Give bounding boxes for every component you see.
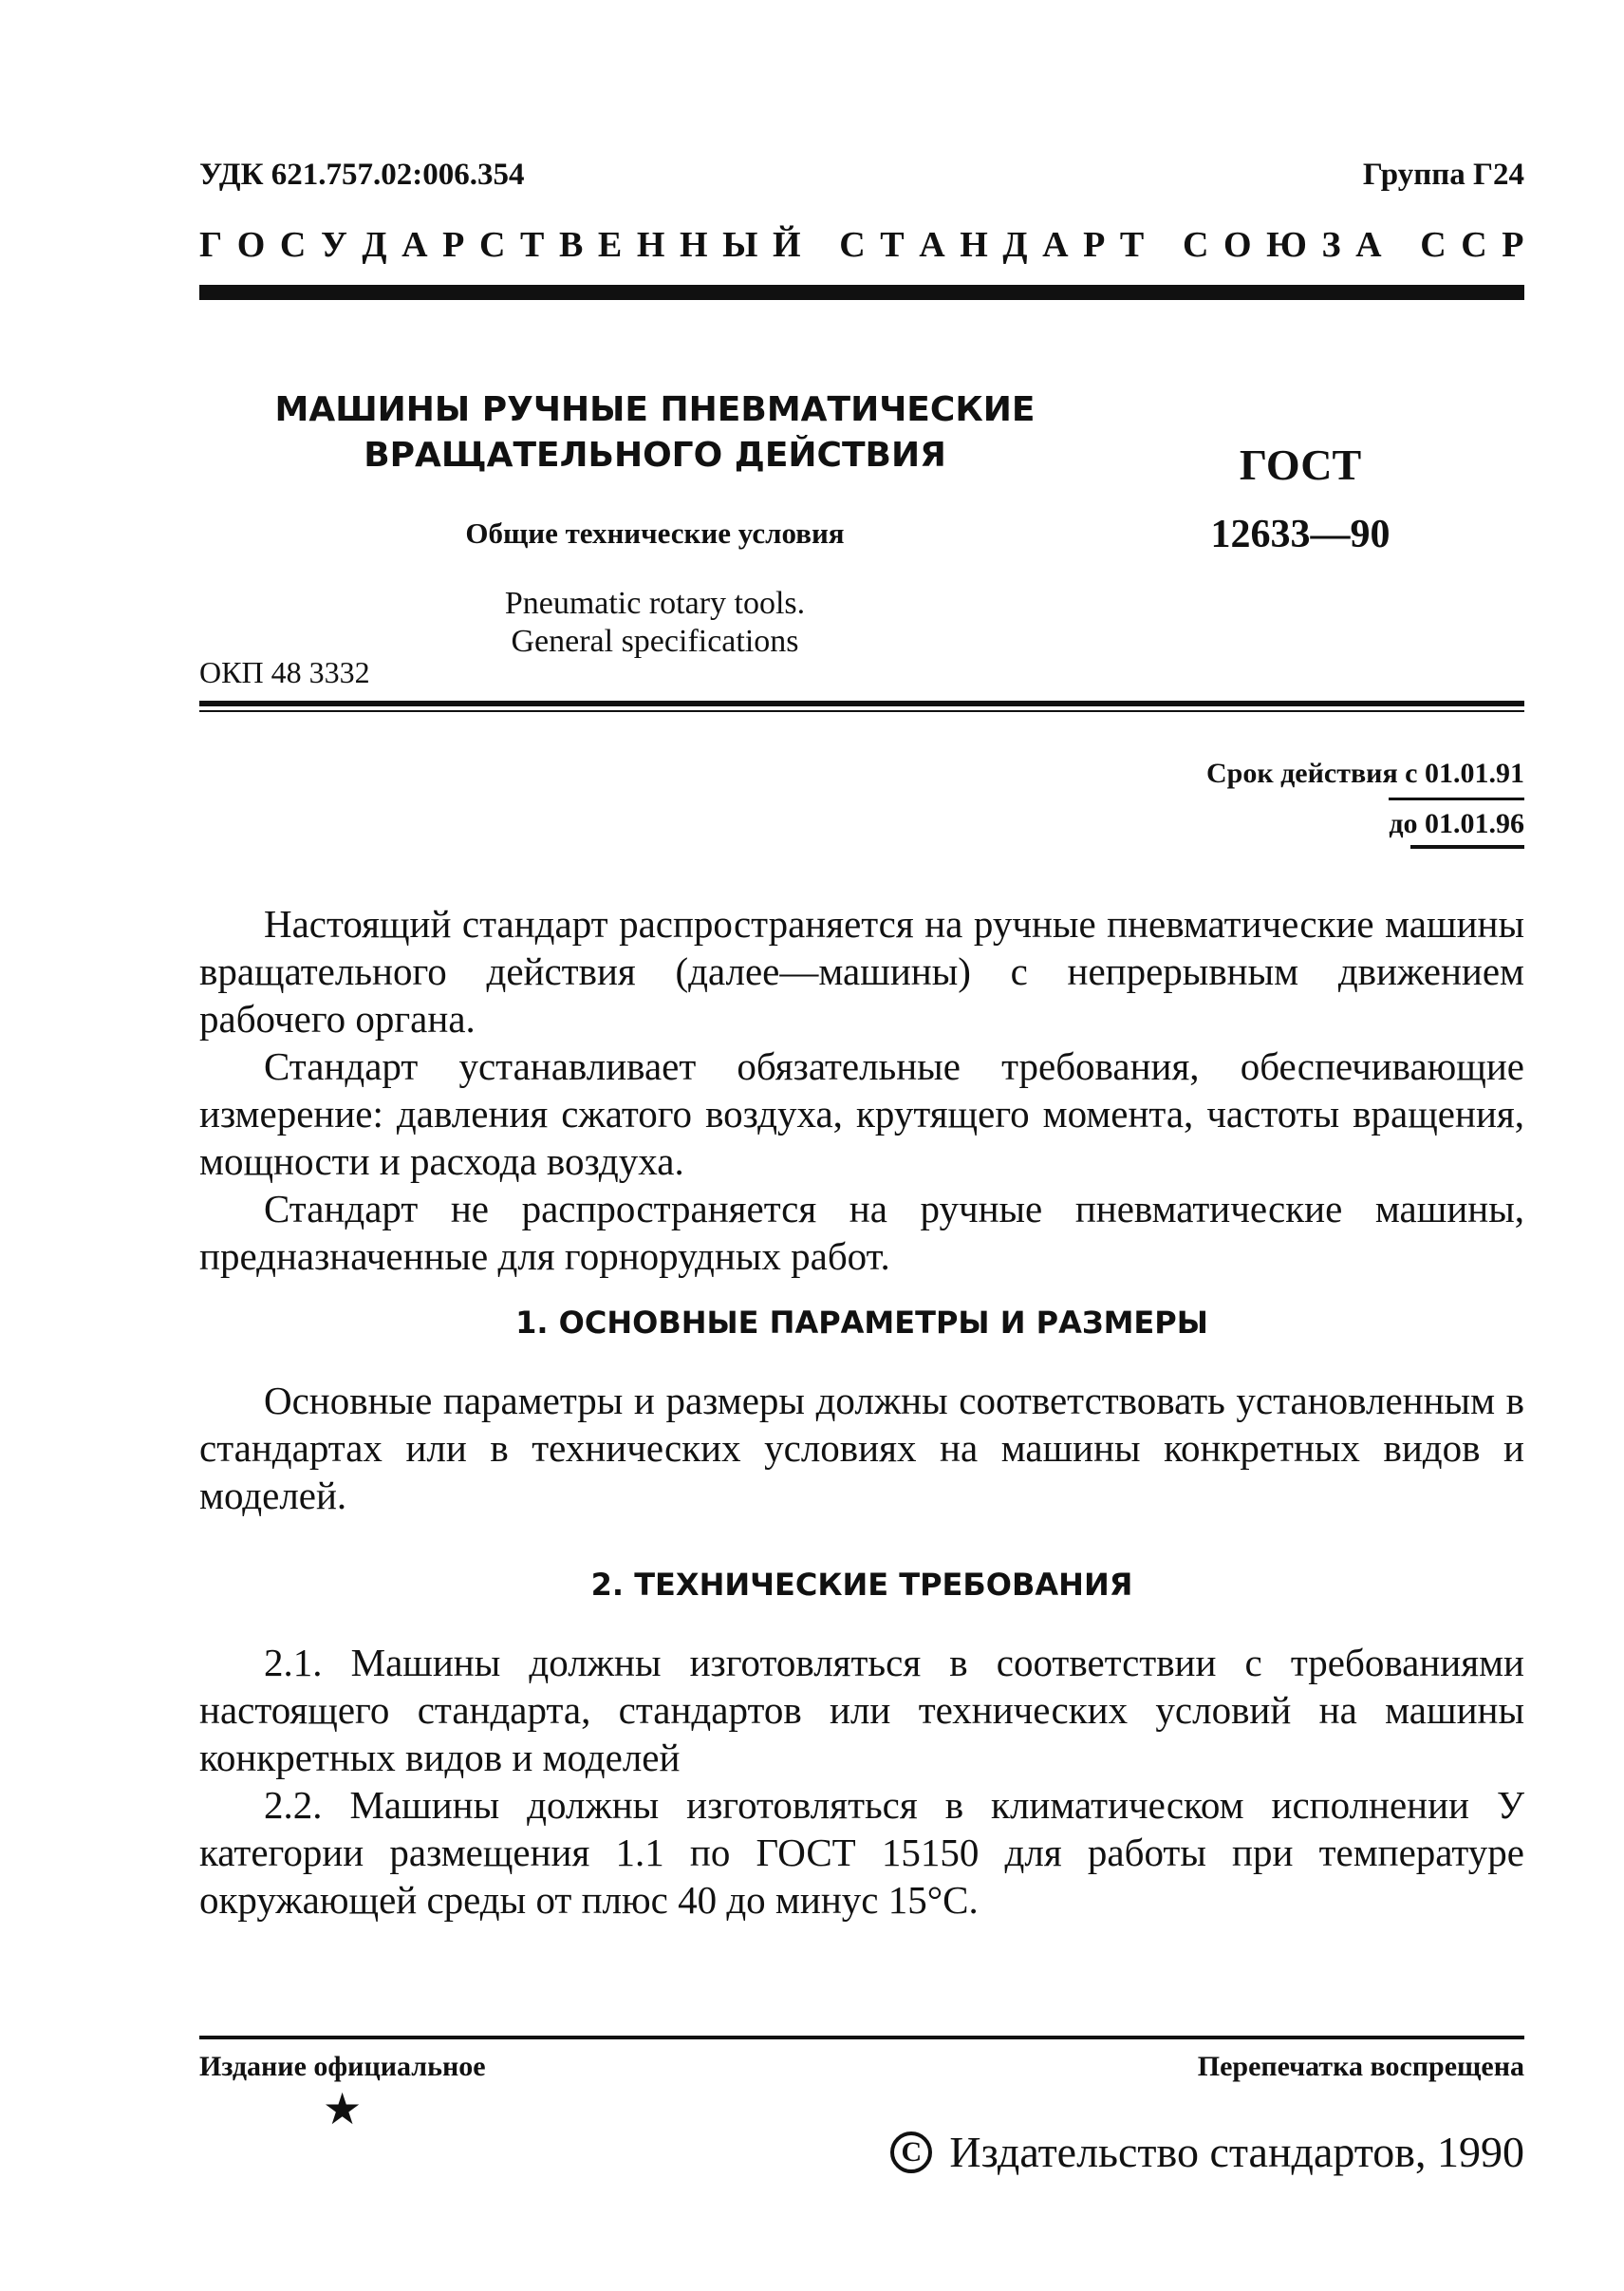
banner-letter: А: [1355, 225, 1382, 265]
reprint-prohibited: Перепечатка воспрещена: [1197, 2051, 1524, 2082]
section-1-heading: 1. ОСНОВНЫЕ ПАРАМЕТРЫ И РАЗМЕРЫ: [515, 1305, 1208, 1341]
gost-block: [1148, 437, 1452, 558]
intro-paragraph-3: Стандарт не распространяется на ручные пневматические машины, предназначенные для горнорудных работ.: [199, 1187, 1524, 1278]
section-2-heading: 2. ТЕХНИЧЕСКИЕ ТРЕБОВАНИЯ: [590, 1567, 1133, 1603]
clause-2-1: 2.1. Машины должны изготовляться в соответствии с требованиями настоящего стандарта, стандартов или технических условий на машины конкретных видов и моделей: [199, 1641, 1524, 1779]
banner-letter: О: [1223, 225, 1252, 265]
banner-letter: А: [1042, 225, 1069, 265]
title-rule: [199, 701, 1524, 706]
banner-letter: Т: [1119, 225, 1145, 265]
udc-code: УДК 621.757.02:006.354: [199, 158, 525, 192]
banner-letter: Н: [636, 225, 665, 265]
section-1-text: Основные параметры и размеры должны соответствовать установленным в стандартах или в технических условиях на машины конкретных видов и моделей.: [199, 1379, 1524, 1517]
banner-letter: С: [1461, 225, 1487, 265]
banner-letter: А: [919, 225, 945, 265]
english-title: [199, 585, 1111, 661]
intro-paragraph-2: Стандарт устанавливает обязательные требования, обеспечивающие измерение: давления сжатого воздуха, крутящего момента, частоты вращения, мощности и расхода воздуха.: [199, 1044, 1524, 1183]
copyright-icon: C: [890, 2131, 932, 2173]
banner-letter: С: [1420, 225, 1447, 265]
banner-letter: С: [279, 225, 307, 265]
clause-2-2: 2.2. Машины должны изготовляться в климатическом исполнении У категории размещения 1.1 по ГОСТ 15150 для работы при температуре окружающей среды от плюс 40 до минус 15°С.: [199, 1783, 1524, 1922]
subtitle: Общие технические условия: [465, 516, 845, 550]
title-rule-thin: [199, 710, 1524, 712]
banner-letter: Р: [1502, 225, 1524, 265]
gost-label: ГОСТ: [1239, 441, 1362, 489]
banner-letter: Г: [199, 225, 223, 265]
banner-letter: Д: [1002, 225, 1028, 265]
intro-paragraph-1: Настоящий стандарт распространяется на ручные пневматические машины вращательного действия (далее—машины) с непрерывным движением рабочего органа.: [199, 902, 1524, 1041]
official-edition: Издание официальное: [199, 2051, 486, 2082]
state-standard-banner: [199, 224, 1524, 266]
banner-letter: Й: [773, 225, 801, 265]
banner-letter: С: [1182, 225, 1209, 265]
banner-letter: [815, 224, 825, 266]
banner-letter: У: [320, 225, 347, 265]
banner-letter: [1159, 224, 1168, 266]
banner-letter: Д: [362, 225, 387, 265]
title-line-1: МАШИНЫ РУЧНЫЕ ПНЕВМАТИЧЕСКИЕ: [274, 390, 1036, 429]
copyright-line: [890, 2127, 1524, 2177]
english-title-line-1: Pneumatic rotary tools.: [504, 586, 806, 621]
banner-letter: Р: [1083, 225, 1106, 265]
banner-letter: Т: [880, 225, 905, 265]
banner-letter: В: [558, 225, 584, 265]
banner-letter: С: [478, 225, 506, 265]
validity-block: [1206, 750, 1524, 848]
banner-letter: Н: [960, 225, 988, 265]
banner-letter: Ю: [1266, 225, 1307, 265]
star-icon: ★: [323, 2085, 363, 2133]
banner-letter: А: [401, 225, 428, 265]
banner-letter: З: [1321, 225, 1341, 265]
validity-rule: [1410, 845, 1524, 849]
gost-number: 12633—90: [1210, 513, 1391, 556]
banner-letter: Н: [679, 225, 708, 265]
banner-letter: Р: [442, 225, 465, 265]
title-block: [199, 387, 1111, 661]
valid-to: до 01.01.96: [1389, 798, 1524, 848]
title-line-2: ВРАЩАТЕЛЬНОГО ДЕЙСТВИЯ: [364, 436, 946, 475]
banner-letter: Т: [520, 225, 545, 265]
header-rule: [199, 285, 1524, 300]
banner-letter: О: [236, 225, 266, 265]
valid-from: Срок действия с 01.01.91: [1206, 758, 1524, 789]
publisher: Издательство стандартов, 1990: [949, 2128, 1524, 2176]
english-title-line-2: General specifications: [511, 624, 799, 659]
footer-rule: [199, 2036, 1524, 2039]
banner-letter: С: [839, 225, 866, 265]
group-code: Группа Г24: [1362, 158, 1524, 192]
okp-code: ОКП 48 3332: [199, 655, 370, 689]
banner-letter: [1396, 224, 1406, 266]
banner-letter: Е: [597, 225, 623, 265]
banner-letter: Ы: [722, 225, 758, 265]
